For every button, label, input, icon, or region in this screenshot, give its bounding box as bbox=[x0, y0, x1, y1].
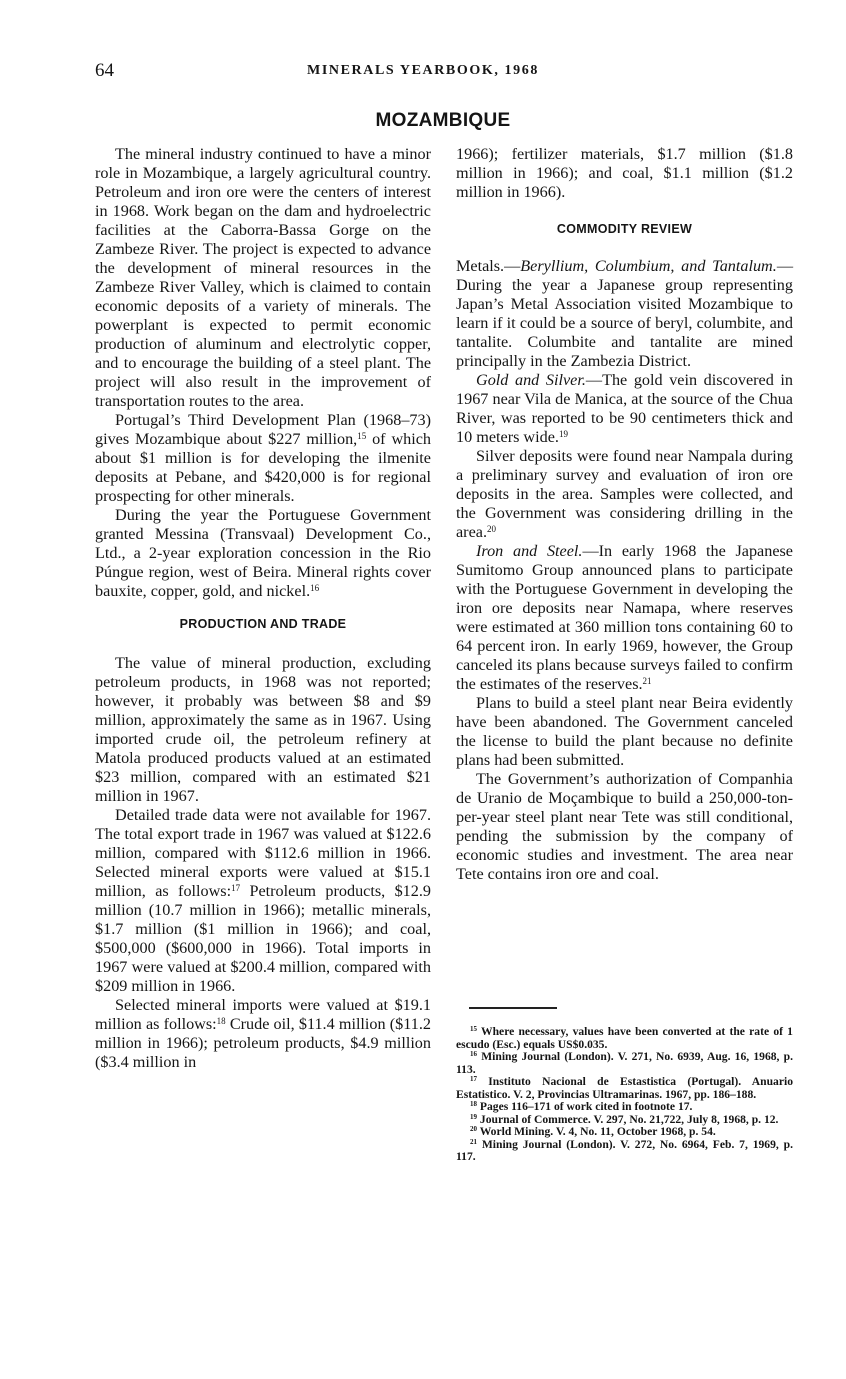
footnote-ref: 15 bbox=[357, 431, 367, 441]
footnote-text: World Mining. V. 4, No. 11, October 1968, p. 54. bbox=[479, 1125, 716, 1138]
paragraph-text: Detailed trade data were not available for 1967. The total export trade in 1967 was valued at $122.6 million, compared with $112.6 million in 1966. Selected mineral exports were valued at $15.1 million, as follows: bbox=[95, 806, 431, 900]
footnote-ref: 19 bbox=[558, 429, 568, 439]
footnote-ref: 16 bbox=[310, 583, 320, 593]
paragraph-iron-steel bbox=[456, 542, 793, 694]
footnote-number: 20 bbox=[470, 1125, 477, 1133]
footnote-ref: 17 bbox=[231, 883, 241, 893]
paragraph-imports-continued: 1966); fertilizer materials, $1.7 million ($1.8 million in 1966); and coal, $1.1 million ($1.2 million in 1966). bbox=[456, 145, 793, 201]
paragraph-silver bbox=[456, 447, 793, 542]
footnote-number: 16 bbox=[470, 1050, 477, 1058]
paragraph-text: Silver deposits were found near Nampala during a preliminary survey and evaluation of iron ore deposits in the area. Samples were collected, and the Government was considering drilling in the area. bbox=[456, 447, 793, 541]
footnote-ref: 21 bbox=[642, 676, 652, 686]
footnote-ref: 18 bbox=[216, 1016, 226, 1026]
paragraph-metals bbox=[456, 257, 793, 371]
paragraph-text: Crude oil, $11.4 million ($11.2 million in 1966); petroleum products, $4.9 million ($3.4 million in bbox=[95, 1015, 431, 1071]
footnote-number: 19 bbox=[470, 1112, 477, 1121]
section-heading-commodity: COMMODITY REVIEW bbox=[556, 222, 693, 236]
paragraph-text: —In early 1968 the Japanese Sumitomo Group announced plans to participate with the Portuguese Government in developing the iron ore deposits near Namapa, where reserves were estimated at 360 million tons containing 60 to 64 percent iron. In early 1969, however, the Group canceled its plans because surveys failed to confirm the estimates of the reserves. bbox=[456, 542, 793, 693]
footnote-text: Journal of Commerce. V. 297, No. 21,722, July 8, 1968, p. 12. bbox=[479, 1112, 779, 1126]
paragraph-text: —During the year a Japanese group representing Japan’s Metal Association visited Mozambique to learn if it could be a source of beryl, columbite, and tantalite. Columbite and tantalite are mined principally in the Zambezia District. bbox=[456, 257, 793, 370]
paragraph-gold bbox=[456, 371, 793, 447]
footnote-number: 21 bbox=[470, 1137, 477, 1146]
paragraph-development-plan bbox=[95, 411, 431, 506]
paragraph-text: During the year the Portuguese Government granted Messina (Transvaal) Development Co., Ltd., a 2-year exploration concession in the Rio Púngue region, west of Beira. Mineral rights cover bauxite, copper, gold, and nickel. bbox=[95, 506, 431, 600]
paragraph-imports bbox=[95, 996, 431, 1072]
footnote-number: 15 bbox=[470, 1025, 477, 1033]
paragraph-text: of which about $1 million is for developing the ilmenite deposits at Pebane, and $420,000 is for regional prospecting for other minerals. bbox=[95, 430, 432, 505]
run-in-heading: Iron and Steel. bbox=[476, 542, 583, 560]
paragraph-production: The value of mineral production, excluding petroleum products, in 1968 was not reported; however, it probably was between $8 and $9 million, approximately the same as in 1967. Using imported crude oil, the petroleum refinery at Matola produced products valued at an estimated $23 million, compared with an estimated $21 million in 1967. bbox=[95, 654, 431, 805]
left-column bbox=[95, 145, 431, 1072]
footnote bbox=[456, 1139, 793, 1164]
running-head: MINERALS YEARBOOK, 1968 bbox=[307, 63, 539, 78]
chapter-title: MOZAMBIQUE bbox=[375, 110, 511, 131]
footnote-text: Instituto Nacional de Estastistica (Portugal). Anuario Estatistico. V. 2, Provincias Ultramarinas. 1967, pp. 186–188. bbox=[456, 1075, 793, 1101]
footnote-text: Where necessary, values have been converted at the rate of 1 escudo (Esc.) equals US$0.035. bbox=[456, 1025, 793, 1051]
footnote-number: 17 bbox=[470, 1075, 477, 1083]
page-number: 64 bbox=[95, 60, 114, 81]
paragraph-text: Selected mineral imports were valued at $19.1 million as follows: bbox=[95, 996, 431, 1033]
paragraph-concession bbox=[95, 506, 431, 601]
section-heading-production: PRODUCTION AND TRADE bbox=[179, 617, 347, 631]
paragraph-text: Portugal’s Third Development Plan (1968–73) gives Mozambique about $227 million, bbox=[95, 411, 431, 448]
subsection-lead: Metals.— bbox=[456, 257, 521, 275]
run-in-heading: Beryllium, Columbium, and Tantalum. bbox=[520, 257, 777, 275]
footnote-number: 18 bbox=[470, 1100, 477, 1108]
footnote bbox=[456, 1051, 793, 1076]
right-column bbox=[456, 145, 793, 884]
footnote-text: Mining Journal (London). V. 272, No. 6964, Feb. 7, 1969, p. 117. bbox=[456, 1137, 793, 1163]
footnote-divider bbox=[469, 1007, 557, 1009]
paragraph-exports bbox=[95, 806, 431, 996]
paragraph-text: —The gold vein discovered in 1967 near Vila de Manica, at the source of the Chua River, was reported to be 90 centimeters thick and 10 meters wide. bbox=[456, 371, 793, 446]
paragraph-intro: The mineral industry continued to have a minor role in Mozambique, a largely agricultural country. Petroleum and iron ore were the centers of interest in 1968. Work began on the dam and hydroelectric facilities at the Caborra-Bassa Gorge on the Zambeze River. The project is expected to advance the development of mineral resources in the Zambeze River Valley, which is claimed to contain economic deposits of a variety of minerals. The powerplant is expected to permit economic production of aluminum and electrolytic copper, and to encourage the building of a steel plant. The project will also result in the improvement of transportation routes to the area. bbox=[95, 145, 431, 410]
paragraph-text: Petroleum products, $12.9 million (10.7 million in 1966); metallic minerals, $1.7 million ($1 million in 1966); and coal, $500,000 ($600,000 in 1966). Total imports in 1967 were valued at $200.4 million, compared with $209 million in 1966. bbox=[95, 882, 431, 995]
run-in-heading: Gold and Silver. bbox=[476, 371, 586, 389]
paragraph-tete-plant: The Government’s authorization of Companhia de Uranio de Moçambique to build a 250,000-ton-per-year steel plant near Tete was still conditional, pending the submission by the company of economic studies and investment. The area near Tete contains iron ore and coal. bbox=[456, 770, 793, 883]
footnote-text: Pages 116–171 of work cited in footnote 17. bbox=[479, 1100, 693, 1113]
footnote bbox=[456, 1026, 793, 1051]
footnotes bbox=[456, 1026, 793, 1164]
footnote-ref: 20 bbox=[487, 524, 496, 534]
footnote bbox=[456, 1076, 793, 1101]
footnote-text: Mining Journal (London). V. 271, No. 6939, Aug. 16, 1968, p. 113. bbox=[456, 1050, 793, 1076]
paragraph-beira-plant: Plans to build a steel plant near Beira evidently have been abandoned. The Government canceled the license to build the plant because no definite plans had been submitted. bbox=[456, 694, 793, 769]
